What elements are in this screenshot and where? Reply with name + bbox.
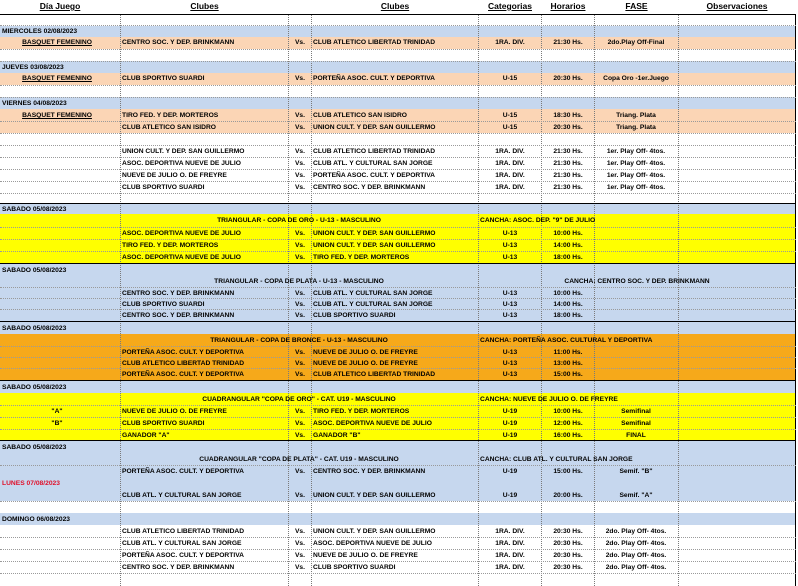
vs-label: Vs.: [294, 184, 306, 191]
vs-label: Vs.: [294, 420, 306, 427]
club-local: PORTEÑA ASOC. CULT. Y DEPORTIVA: [122, 371, 244, 378]
horario: 10:00 Hs.: [553, 290, 583, 297]
categoria: U-15: [502, 124, 518, 131]
horario: 13:00 Hs.: [553, 360, 583, 367]
horario: 11:00 Hs.: [553, 349, 583, 356]
row-rule: [0, 573, 796, 574]
horario: 14:00 Hs.: [553, 301, 583, 308]
club-visitante: ASOC. DEPORTIVA NUEVE DE JULIO: [313, 420, 432, 427]
fase: Semif. "B": [619, 468, 653, 475]
row-rule: [0, 465, 796, 466]
vs-label: Vs.: [294, 242, 306, 249]
vs-label: Vs.: [294, 112, 306, 119]
header-categorias: Categorias: [488, 1, 532, 11]
vs-label: Vs.: [294, 564, 306, 571]
fase: 2do. Play Off- 4tos.: [605, 528, 667, 535]
fase: 2do. Play Off- 4tos.: [605, 564, 667, 571]
row-label: BASQUET FEMENINO: [22, 75, 92, 82]
horario: 20:30 Hs.: [553, 564, 583, 571]
horario: 15:00 Hs.: [553, 468, 583, 475]
col-divider: [795, 0, 796, 586]
row-rule: [0, 357, 796, 358]
horario: 18:00 Hs.: [553, 254, 583, 261]
section-date: DOMINGO 06/08/2023: [2, 516, 71, 523]
categoria: U-19: [502, 432, 518, 439]
row-rule: [0, 145, 796, 146]
row-rule: [0, 181, 796, 182]
categoria: U-19: [502, 492, 518, 499]
fase: Triang. Plata: [616, 124, 656, 131]
club-visitante: ASOC. DEPORTIVA NUEVE DE JULIO: [313, 540, 432, 547]
vs-label: Vs.: [294, 172, 306, 179]
vs-label: Vs.: [294, 371, 306, 378]
categoria: U-13: [502, 360, 518, 367]
categoria: U-13: [502, 371, 518, 378]
club-local: CLUB ATL. Y CULTURAL SAN JORGE: [122, 492, 242, 499]
club-visitante: CENTRO SOC. Y DEP. BRINKMANN: [313, 184, 426, 191]
club-local: CLUB ATL. Y CULTURAL SAN JORGE: [122, 540, 242, 547]
section-divider: [0, 263, 796, 264]
horario: 20:30 Hs.: [553, 540, 583, 547]
categoria: 1RA. DIV.: [495, 172, 525, 179]
categoria: U-13: [502, 349, 518, 356]
fase: Copa Oro -1er.Juego: [603, 75, 669, 82]
header-clubes-visitante: Clubes: [380, 1, 410, 11]
club-local: TIRO FED. Y DEP. MORTEROS: [122, 242, 219, 249]
col-divider: [541, 0, 542, 586]
fase: Semif. "A": [619, 492, 653, 499]
header-dia: Día Juego: [39, 1, 81, 11]
club-local: PORTEÑA ASOC. CULT. Y DEPORTIVA: [122, 552, 244, 559]
header-clubes-local: Clubes: [190, 1, 219, 11]
vs-label: Vs.: [294, 432, 306, 439]
fase: 2do.Play Off-Final: [607, 39, 665, 46]
vs-label: Vs.: [294, 468, 306, 475]
table-header: [0, 0, 796, 15]
row-rule: [0, 61, 796, 62]
col-divider: [478, 0, 479, 586]
club-local: CLUB ATLETICO SAN ISIDRO: [122, 124, 216, 131]
fase: 2do. Play Off- 4tos.: [605, 552, 667, 559]
club-local: NUEVE DE JULIO O. DE FREYRE: [122, 172, 227, 179]
vs-label: Vs.: [294, 290, 306, 297]
row-rule: [0, 561, 796, 562]
categoria: U-13: [502, 312, 518, 319]
categoria: 1RA. DIV.: [495, 148, 525, 155]
tournament-title: TRIANGULAR - COPA DE ORO - U-13 - MASCULINO: [217, 217, 381, 224]
row-label: "A": [51, 408, 63, 415]
club-visitante: CLUB ATLETICO LIBERTAD TRINIDAD: [313, 39, 436, 46]
tournament-title: CUADRANGULAR "COPA DE PLATA" - CAT. U19 - MASCULINO: [199, 456, 399, 463]
horario: 20:00 Hs.: [553, 492, 583, 499]
club-visitante: CLUB ATLETICO SAN ISIDRO: [313, 112, 407, 119]
header-horarios: Horarios: [550, 1, 586, 11]
club-local: ASOC. DEPORTIVA NUEVE DE JULIO: [122, 160, 241, 167]
club-visitante: NUEVE DE JULIO O. DE FREYRE: [313, 349, 418, 356]
categoria: U-13: [502, 230, 518, 237]
row-rule: [0, 368, 796, 369]
categoria: U-19: [502, 408, 518, 415]
fase: Semifinal: [621, 408, 651, 415]
cancha-label: CANCHA: PORTEÑA ASOC. CULTURAL Y DEPORTIVA: [480, 337, 653, 344]
club-local: CLUB ATLETICO LIBERTAD TRINIDAD: [122, 528, 245, 535]
cancha-label: CANCHA: CENTRO SOC. Y DEP. BRINKMANN: [564, 278, 710, 285]
section-divider: [0, 203, 796, 204]
club-local: CLUB SPORTIVO SUARDI: [122, 301, 205, 308]
vs-label: Vs.: [294, 39, 306, 46]
categoria: U-19: [502, 468, 518, 475]
row-rule: [0, 25, 796, 26]
row-rule: [0, 298, 796, 299]
horario: 21:30 Hs.: [553, 160, 583, 167]
vs-label: Vs.: [294, 349, 306, 356]
row-rule: [0, 346, 796, 347]
row-rule: [0, 97, 796, 98]
row-label: "B": [51, 420, 63, 427]
club-local: CENTRO SOC. Y DEP. BRINKMANN: [122, 39, 235, 46]
club-visitante: CENTRO SOC. Y DEP. BRINKMANN: [313, 468, 426, 475]
club-visitante: UNION CULT. Y DEP. SAN GUILLERMO: [313, 242, 436, 249]
vs-label: Vs.: [294, 360, 306, 367]
club-visitante: UNION CULT. Y DEP. SAN GUILLERMO: [313, 124, 436, 131]
club-visitante: CLUB ATL. Y CULTURAL SAN JORGE: [313, 290, 433, 297]
row-label: BASQUET FEMENINO: [22, 112, 92, 119]
row-label: BASQUET FEMENINO: [22, 39, 92, 46]
club-visitante: CLUB ATL. Y CULTURAL SAN JORGE: [313, 160, 433, 167]
row-rule: [0, 157, 796, 158]
club-visitante: TIRO FED. Y DEP. MORTEROS: [313, 254, 410, 261]
fase: Semifinal: [621, 420, 651, 427]
section-date: SABADO 05/08/2023: [2, 267, 67, 274]
club-visitante: UNION CULT. Y DEP. SAN GUILLERMO: [313, 492, 436, 499]
header-observaciones: Observaciones: [706, 1, 768, 11]
club-local: CLUB SPORTIVO SUARDI: [122, 420, 205, 427]
club-visitante: PORTEÑA ASOC. CULT. Y DEPORTIVA: [313, 75, 435, 82]
row-rule: [0, 429, 796, 430]
categoria: 1RA. DIV.: [495, 540, 525, 547]
club-visitante: CLUB SPORTIVO SUARDI: [313, 312, 396, 319]
row-rule: [0, 121, 796, 122]
col-divider: [288, 0, 289, 586]
row-rule: [0, 417, 796, 418]
club-local: CLUB ATLETICO LIBERTAD TRINIDAD: [122, 360, 245, 367]
vs-label: Vs.: [294, 230, 306, 237]
fase: Triang. Plata: [616, 112, 656, 119]
vs-label: Vs.: [294, 552, 306, 559]
club-local: CLUB SPORTIVO SUARDI: [122, 75, 205, 82]
section-date: MIERCOLES 02/08/2023: [2, 28, 78, 35]
vs-label: Vs.: [294, 540, 306, 547]
fase: 1er. Play Off- 4tos.: [606, 184, 666, 191]
tournament-title: CUADRANGULAR "COPA DE ORO" - CAT. U19 - MASCULINO: [202, 396, 396, 403]
categoria: U-13: [502, 301, 518, 308]
club-local: NUEVE DE JULIO O. DE FREYRE: [122, 408, 227, 415]
club-visitante: NUEVE DE JULIO O. DE FREYRE: [313, 552, 418, 559]
club-visitante: GANADOR "B": [313, 432, 361, 439]
horario: 16:00 Hs.: [553, 432, 583, 439]
row-rule: [0, 549, 796, 550]
cancha-label: CANCHA: ASOC. DEP. "9" DE JULIO: [480, 217, 596, 224]
horario: 12:00 Hs.: [553, 420, 583, 427]
section-date: SABADO 05/08/2023: [2, 206, 67, 213]
horario: 14:00 Hs.: [553, 242, 583, 249]
row-rule: [0, 49, 796, 50]
section-date: JUEVES 03/08/2023: [2, 64, 64, 71]
club-local: CENTRO SOC. Y DEP. BRINKMANN: [122, 312, 235, 319]
row-rule: [0, 287, 796, 288]
horario: 20:30 Hs.: [553, 528, 583, 535]
categoria: 1RA. DIV.: [495, 528, 525, 535]
vs-label: Vs.: [294, 492, 306, 499]
categoria: U-13: [502, 242, 518, 249]
club-visitante: CLUB ATLETICO LIBERTAD TRINIDAD: [313, 371, 436, 378]
vs-label: Vs.: [294, 312, 306, 319]
club-visitante: NUEVE DE JULIO O. DE FREYRE: [313, 360, 418, 367]
club-local: TIRO FED. Y DEP. MORTEROS: [122, 112, 219, 119]
club-local: PORTEÑA ASOC. CULT. Y DEPORTIVA: [122, 468, 244, 475]
horario: 21:30 Hs.: [553, 184, 583, 191]
horario: 10:00 Hs.: [553, 408, 583, 415]
row-rule: [0, 193, 796, 194]
horario: 21:30 Hs.: [553, 172, 583, 179]
fase: FINAL: [626, 432, 646, 439]
horario: 21:30 Hs.: [553, 39, 583, 46]
categoria: U-19: [502, 420, 518, 427]
header-fase: FASE: [625, 1, 648, 11]
club-visitante: PORTEÑA ASOC. CULT. Y DEPORTIVA: [313, 172, 435, 179]
club-local: ASOC. DEPORTIVA NUEVE DE JULIO: [122, 230, 241, 237]
section-date: LUNES 07/08/2023: [2, 480, 60, 487]
col-divider: [120, 0, 121, 586]
club-visitante: CLUB ATL. Y CULTURAL SAN JORGE: [313, 301, 433, 308]
row-rule: [0, 251, 796, 252]
section-date: SABADO 05/08/2023: [2, 325, 67, 332]
fase: 1er. Play Off- 4tos.: [606, 172, 666, 179]
vs-label: Vs.: [294, 160, 306, 167]
horario: 10:00 Hs.: [553, 230, 583, 237]
categoria: U-13: [502, 254, 518, 261]
section-divider: [0, 440, 796, 441]
club-local: CENTRO SOC. Y DEP. BRINKMANN: [122, 564, 235, 571]
club-visitante: CLUB ATLETICO LIBERTAD TRINIDAD: [313, 148, 436, 155]
club-local: PORTEÑA ASOC. CULT. Y DEPORTIVA: [122, 349, 244, 356]
cancha-label: CANCHA: CLUB ATL. Y CULTURAL SAN JORGE: [480, 456, 633, 463]
col-divider: [678, 0, 679, 586]
categoria: 1RA. DIV.: [495, 39, 525, 46]
vs-label: Vs.: [294, 254, 306, 261]
categoria: 1RA. DIV.: [495, 564, 525, 571]
vs-label: Vs.: [294, 148, 306, 155]
col-divider: [311, 0, 312, 586]
col-divider: [594, 0, 595, 586]
cancha-label: CANCHA: NUEVE DE JULIO O. DE FREYRE: [480, 396, 618, 403]
row-rule: [0, 239, 796, 240]
fase: 2do. Play Off- 4tos.: [605, 540, 667, 547]
vs-label: Vs.: [294, 528, 306, 535]
section-date: VIERNES 04/08/2023: [2, 100, 67, 107]
club-local: ASOC. DEPORTIVA NUEVE DE JULIO: [122, 254, 241, 261]
horario: 20:30 Hs.: [553, 552, 583, 559]
row-rule: [0, 309, 796, 310]
club-local: CLUB SPORTIVO SUARDI: [122, 184, 205, 191]
tournament-title: TRIANGULAR - COPA DE PLATA - U-13 - MASCULINO: [214, 278, 384, 285]
club-local: GANADOR "A": [122, 432, 170, 439]
horario: 20:30 Hs.: [553, 124, 583, 131]
row-rule: [0, 405, 796, 406]
row-rule: [0, 537, 796, 538]
fase: 1er. Play Off- 4tos.: [606, 160, 666, 167]
categoria: U-15: [502, 112, 518, 119]
categoria: 1RA. DIV.: [495, 184, 525, 191]
vs-label: Vs.: [294, 408, 306, 415]
club-visitante: TIRO FED. Y DEP. MORTEROS: [313, 408, 410, 415]
fase: 1er. Play Off- 4tos.: [606, 148, 666, 155]
row-rule: [0, 501, 796, 502]
club-visitante: UNION CULT. Y DEP. SAN GUILLERMO: [313, 528, 436, 535]
row-rule: [0, 169, 796, 170]
row-rule: [0, 227, 796, 228]
vs-label: Vs.: [294, 301, 306, 308]
section-divider: [0, 380, 796, 381]
row-rule: [0, 85, 796, 86]
categoria: 1RA. DIV.: [495, 160, 525, 167]
section-divider: [0, 321, 796, 322]
categoria: U-15: [502, 75, 518, 82]
horario: 20:30 Hs.: [553, 75, 583, 82]
horario: 21:30 Hs.: [553, 148, 583, 155]
club-visitante: UNION CULT. Y DEP. SAN GUILLERMO: [313, 230, 436, 237]
categoria: U-13: [502, 290, 518, 297]
section-date: SABADO 05/08/2023: [2, 384, 67, 391]
categoria: 1RA. DIV.: [495, 552, 525, 559]
horario: 18:30 Hs.: [553, 112, 583, 119]
tournament-title: TRIANGULAR - COPA DE BRONCE - U-13 - MASCULINO: [210, 337, 388, 344]
section-date: SABADO 05/08/2023: [2, 444, 67, 451]
club-visitante: CLUB SPORTIVO SUARDI: [313, 564, 396, 571]
vs-label: Vs.: [294, 75, 306, 82]
club-local: CENTRO SOC. Y DEP. BRINKMANN: [122, 290, 235, 297]
horario: 18:00 Hs.: [553, 312, 583, 319]
club-local: UNION CULT. Y DEP. SAN GUILLERMO: [122, 148, 245, 155]
row-rule: [0, 133, 796, 134]
vs-label: Vs.: [294, 124, 306, 131]
horario: 15:00 Hs.: [553, 371, 583, 378]
